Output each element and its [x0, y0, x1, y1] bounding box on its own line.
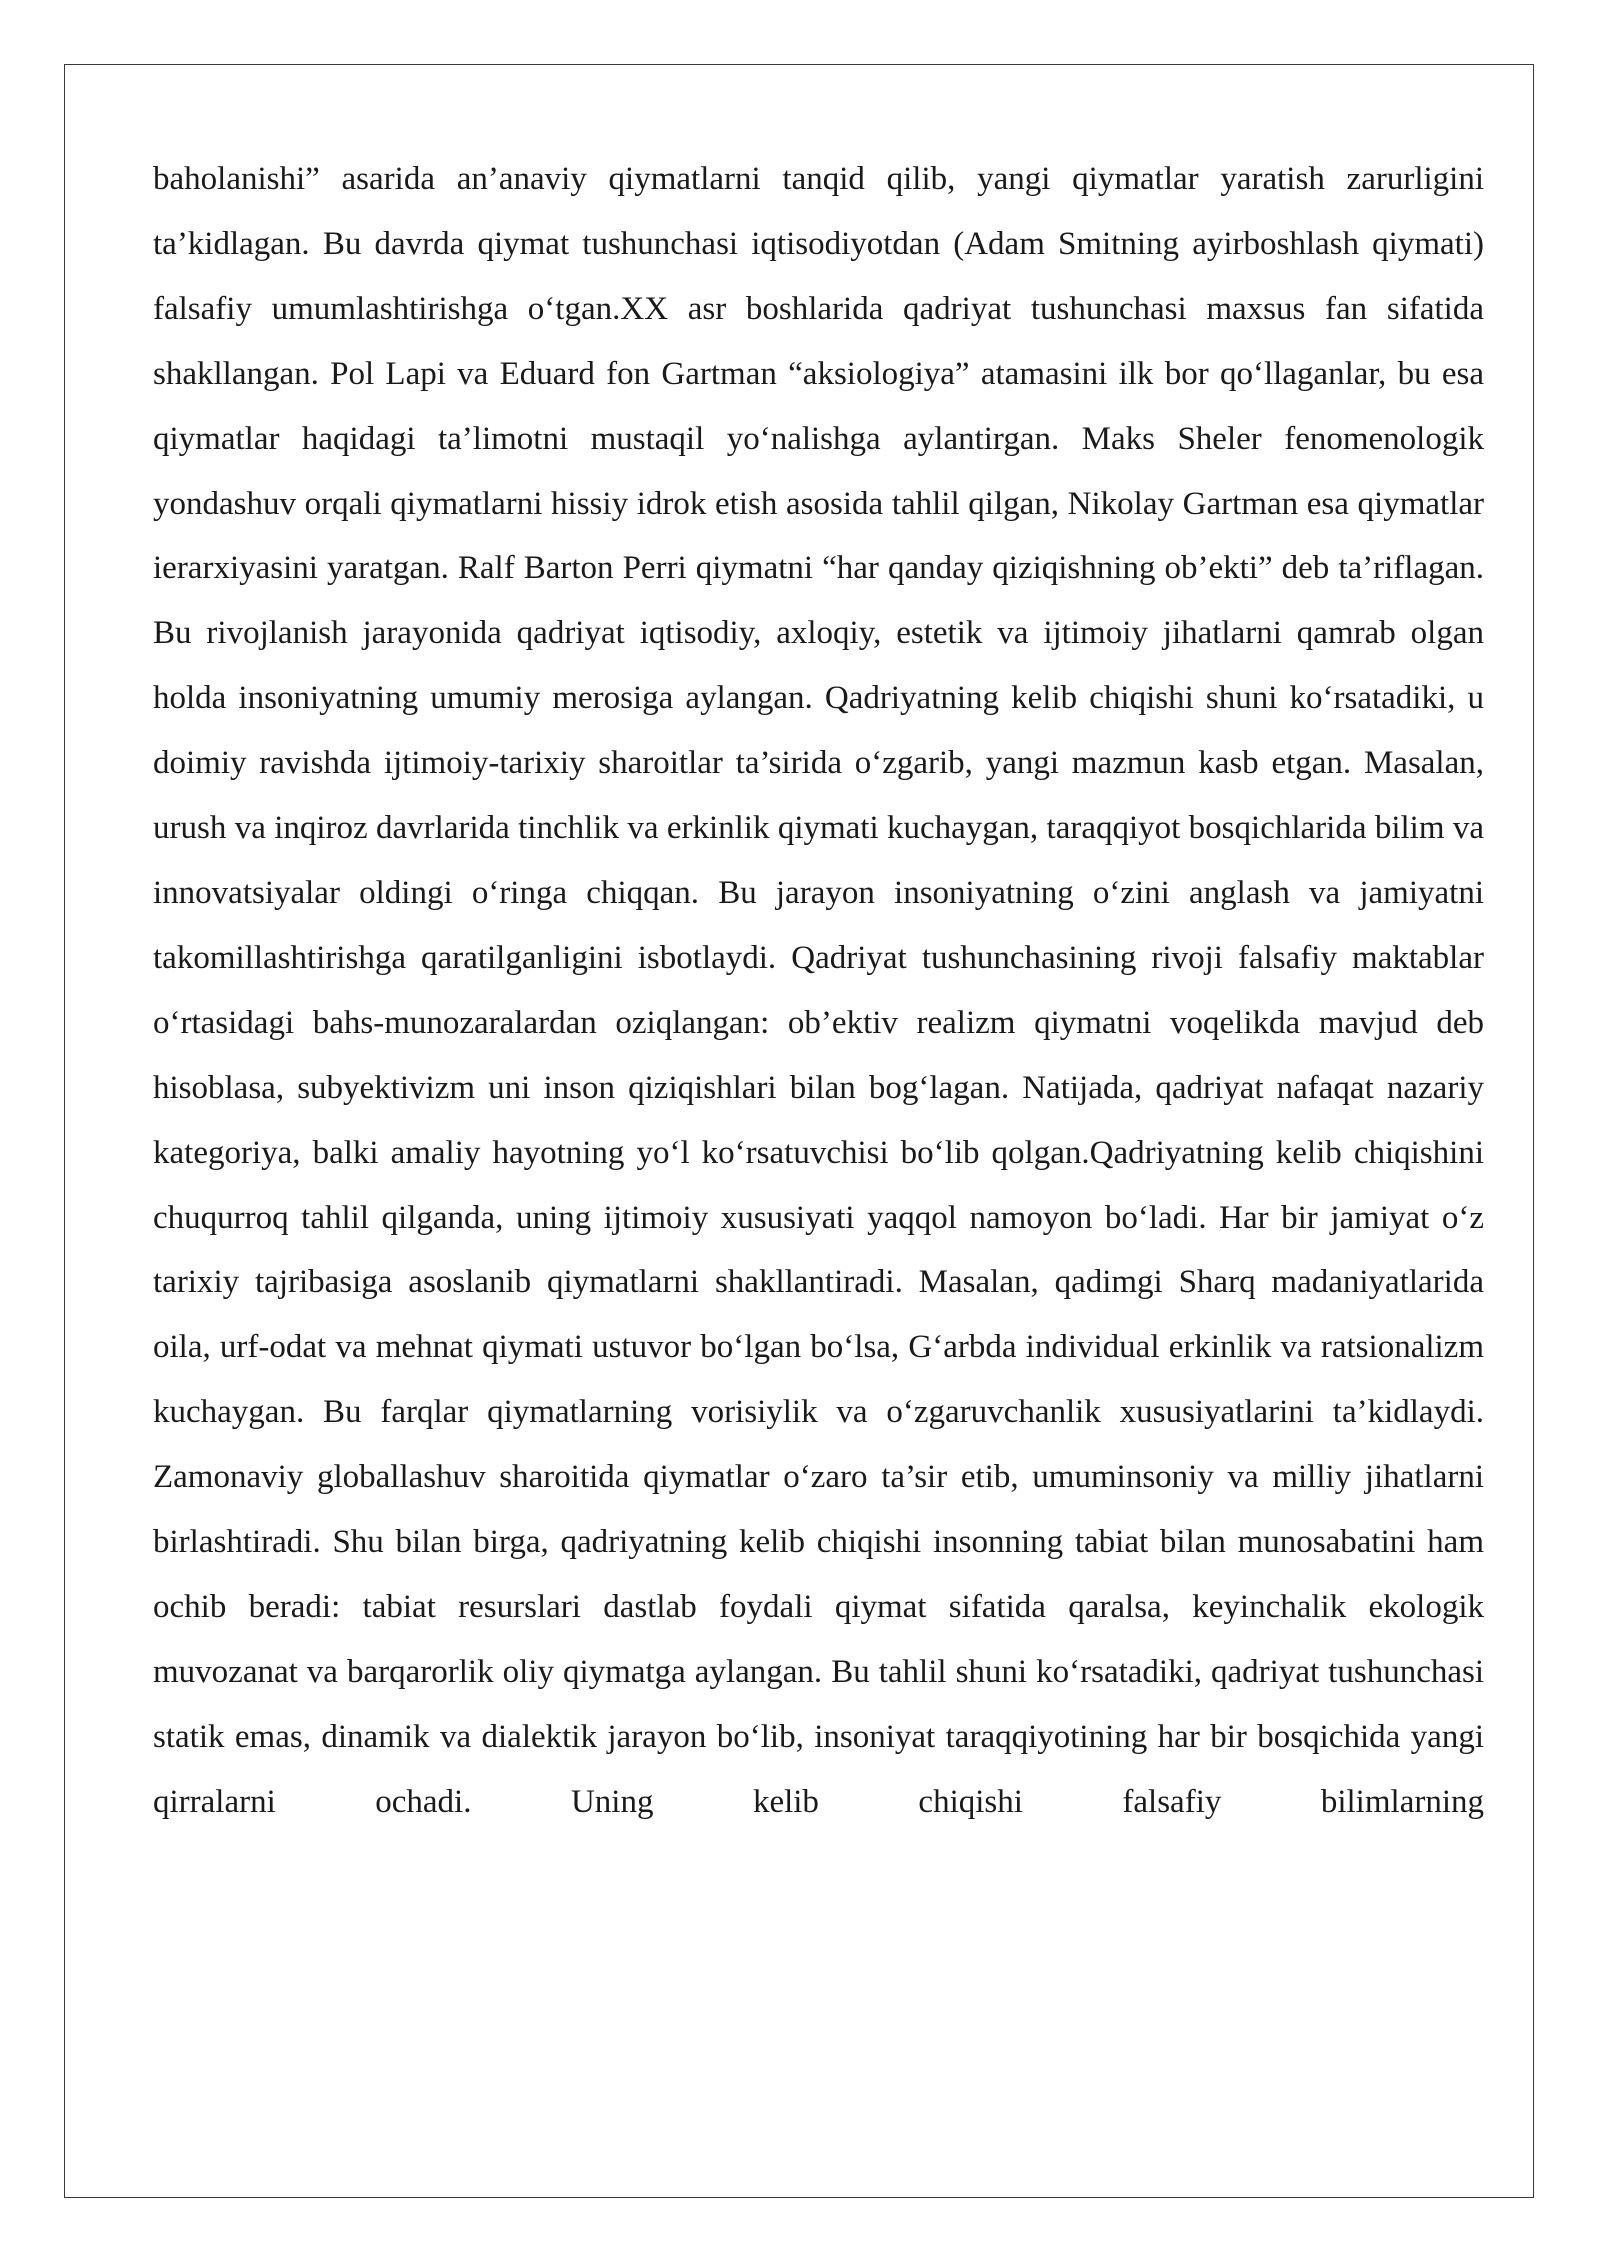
body-paragraph: baholanishi” asarida an’anaviy qiymatlarni tanqid qilib, yangi qiymatlar yaratish zarurligini ta’kidlagan. Bu davrda qiymat tushunchasi iqtisodiyotdan (Adam Smitning ayirboshlash qiymati) falsafiy umumlashtirishga o‘tgan.XX asr boshlarida qadriyat tushunchasi maxsus fan sifatida shakllangan. Pol Lapi va Eduard fon Gartman “aksiologiya” atamasini ilk bor qo‘llaganlar, bu esa qiymatlar haqidagi ta’limotni mustaqil yo‘nalishga aylantirgan. Maks Sheler fenomenologik yondashuv orqali qiymatlarni hissiy idrok etish asosida tahlil qilgan, Nikolay Gartman esa qiymatlar ierarxiyasini yaratgan. Ralf Barton Perri qiymatni “har qanday qiziqishning ob’ekti” deb ta’riflagan. Bu rivojlanish jarayonida qadriyat iqtisodiy, axloqiy, estetik va ijtimoiy jihatlarni qamrab olgan holda insoniyatning umumiy merosiga aylangan. Qadriyatning kelib chiqishi shuni ko‘rsatadiki, u doimiy ravishda ijtimoiy-tarixiy sharoitlar ta’sirida o‘zgarib, yangi mazmun kasb etgan. Masalan, urush va inqiroz davrlarida tinchlik va erkinlik qiymati kuchaygan, taraqqiyot bosqichlarida bilim va innovatsiyalar oldingi o‘ringa chiqqan. Bu jarayon insoniyatning o‘zini anglash va jamiyatni takomillashtirishga qaratilganligini isbotlaydi. Qadriyat tushunchasining rivoji falsafiy maktablar o‘rtasidagi bahs-munozaralardan oziqlangan: ob’ektiv realizm qiymatni voqelikda mavjud deb hisoblasa, subyektivizm uni inson qiziqishlari bilan bog‘lagan. Natijada, qadriyat nafaqat nazariy kategoriya, balki amaliy hayotning yo‘l ko‘rsatuvchisi bo‘lib qolgan.Qadriyatning kelib chiqishini chuqurroq tahlil qilganda, uning ijtimoiy xususiyati yaqqol namoyon bo‘ladi. Har bir jamiyat o‘z tarixiy tajribasiga asoslanib qiymatlarni shakllantiradi. Masalan, qadimgi Sharq madaniyatlarida oila, urf-odat va mehnat qiymati ustuvor bo‘lgan bo‘lsa, G‘arbda individual erkinlik va ratsionalizm kuchaygan. Bu farqlar qiymatlarning vorisiylik va o‘zgaruvchanlik xususiyatlarini ta’kidlaydi. Zamonaviy globallashuv sharoitida qiymatlar o‘zaro ta’sir etib, umuminsoniy va milliy jihatlarni birlashtiradi. Shu bilan birga, qadriyatning kelib chiqishi insonning tabiat bilan munosabatini ham ochib beradi: tabiat resurslari dastlab foydali qiymat sifatida qaralsa, keyinchalik ekologik muvozanat va barqarorlik oliy qiymatga aylangan. Bu tahlil shuni ko‘rsatadiki, qadriyat tushunchasi statik emas, dinamik va dialektik jarayon bo‘lib, insoniyat taraqqiyotining har bir bosqichida yangi qirralarni ochadi. Uning kelib chiqishi falsafiy bilimlarning [153, 161, 1484, 1820]
